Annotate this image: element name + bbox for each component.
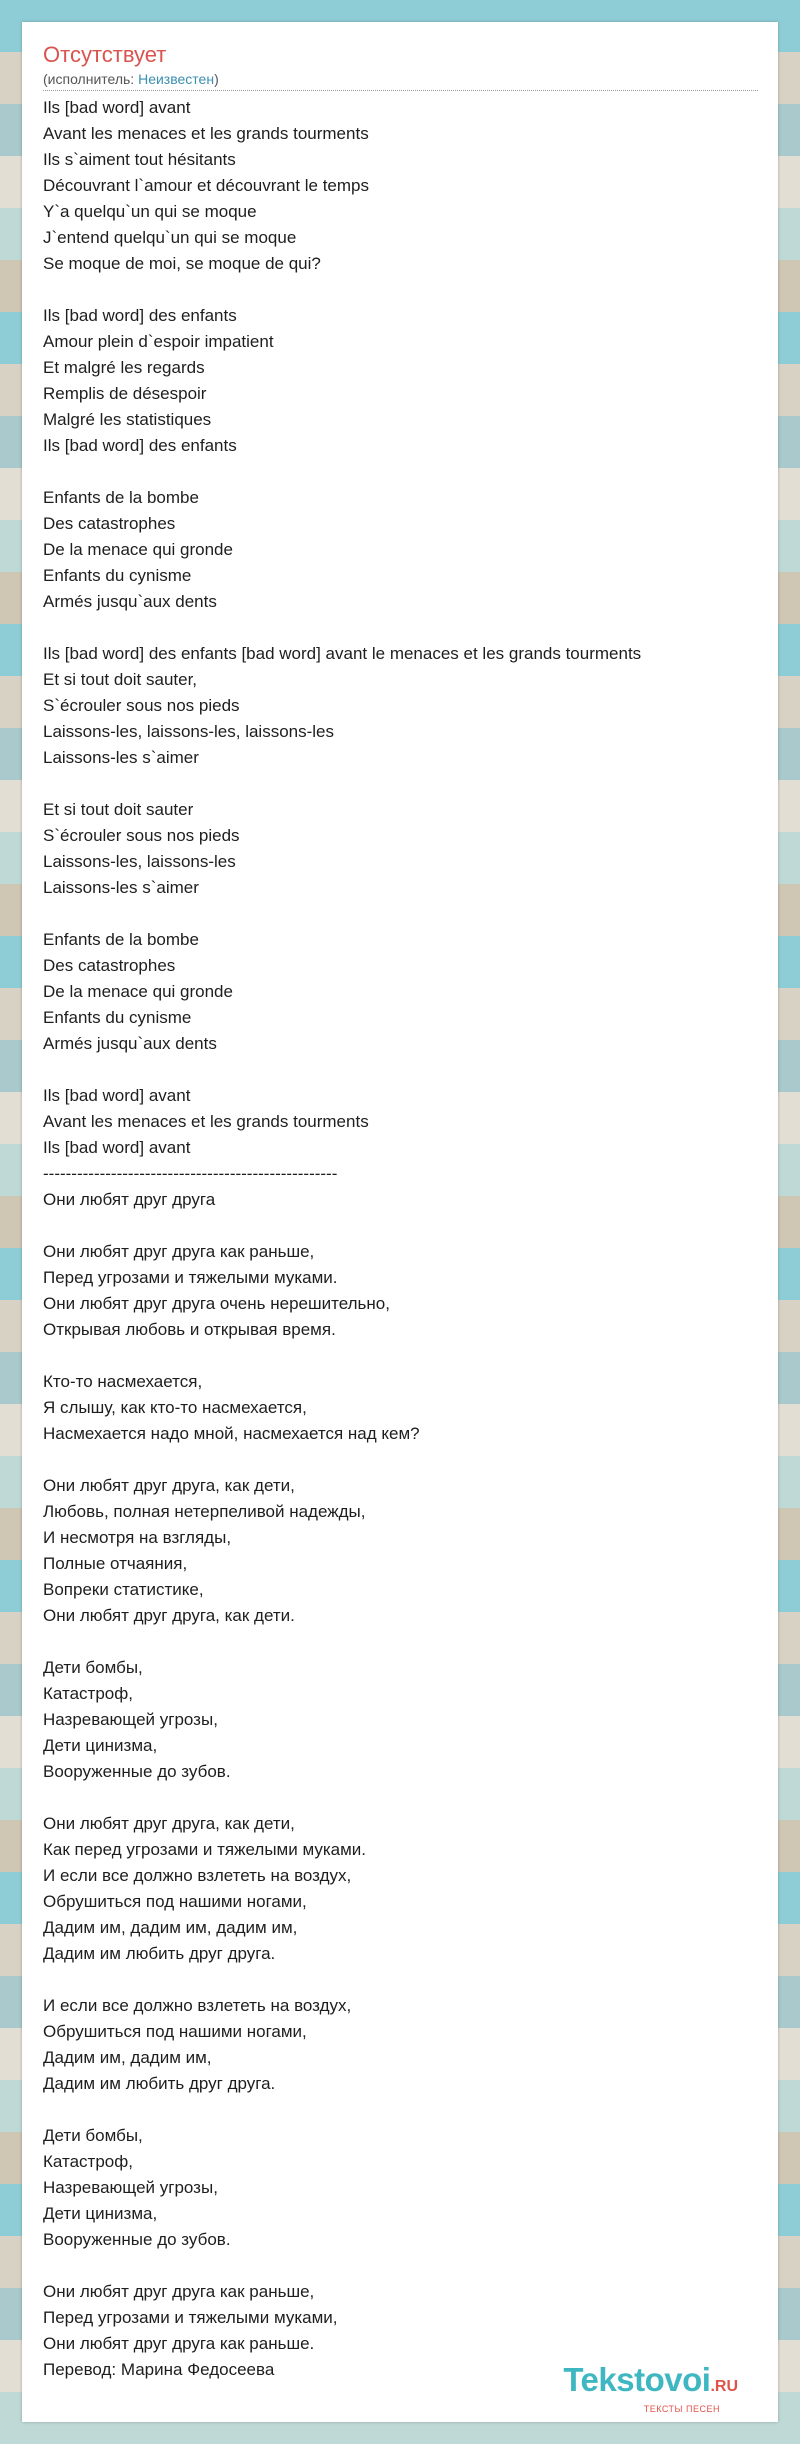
lyrics-text: Ils [bad word] avant Avant les menaces et les grands tourments Ils s`aiment tout hésitants Découvrant l`amour et découvrant le temps Y`a quelqu`un qui se moque J`entend quelqu`un qui se moque Se moque de moi, se moque de qui? Ils [bad word] des enfants Amour plein d`espoir impatient Et malgré les regards Remplis de désespoir Malgré les statistiques Ils [bad word] des enfants Enfants de la bombe Des catastrophes De la menace qui gronde Enfants du cynisme Armés jusqu`aux dents Ils [bad word] des enfants [bad word] avant le menaces et les grands tourments Et si tout doit sauter, S`écrouler sous nos pieds Laissons-les, laissons-les, laissons-les Laissons-les s`aimer Et si tout doit sauter S`écrouler sous nos pieds Laissons-les, laissons-les Laissons-les s`aimer Enfants de la bombe Des catastrophes De la menace qui gronde Enfants du cynisme Armés jusqu`aux dents Ils [bad word] avant Avant les menaces et les grands tourments Ils [bad word] avant ---------------------------------------------------- Они любят друг друга Они любят друг друга как раньше, Перед угрозами и тяжелыми муками. Они любят друг друга очень нерешительно, Открывая любовь и открывая время. Кто-то насмехается, Я слышу, как кто-то насмехается, Насмехается надо мной, насмехается над кем? Они любят друг друга, как дети, Любовь, полная нетерпеливой надежды, И несмотря на взгляды, Полные отчаяния, Вопреки статистике, Они любят друг друга, как дети. Дети бомбы, Катастроф, Назревающей угрозы, Дети цинизма, Вооруженные до зубов. Они любят друг друга, как дети, Как перед угрозами и тяжелыми муками. И если все должно взлететь на воздух, Обрушиться под нашими ногами, Дадим им, дадим им, дадим им, Дадим им любить друг друга. И если все должно взлететь на воздух, Обрушиться под нашими ногами, Дадим им, дадим им, Дадим им любить друг друга. Дети бомбы, Катастроф, Назревающей угрозы, Дети цинизма, Вооруженные до зубов. Они любят друг друга как раньше, Перед угрозами и тяжелыми муками, Они любят друг друга как раньше. Перевод: Марина Федосеева bbox=[43, 98, 642, 2379]
lyrics-card bbox=[22, 22, 778, 2422]
artist-link[interactable]: Неизвестен bbox=[138, 71, 215, 87]
song-title: Отсутствует bbox=[43, 42, 167, 67]
artist-byline bbox=[43, 70, 758, 88]
byline-suffix: ) bbox=[214, 71, 219, 87]
logo-tld: .RU bbox=[710, 2378, 738, 2395]
logo-tagline: ТЕКСТЫ ПЕСЕН bbox=[643, 2404, 720, 2414]
title-divider bbox=[43, 90, 758, 91]
logo-name: Tekstovoi bbox=[563, 2361, 711, 2398]
site-logo[interactable] bbox=[563, 2363, 738, 2404]
byline-prefix: (исполнитель: bbox=[43, 71, 139, 87]
